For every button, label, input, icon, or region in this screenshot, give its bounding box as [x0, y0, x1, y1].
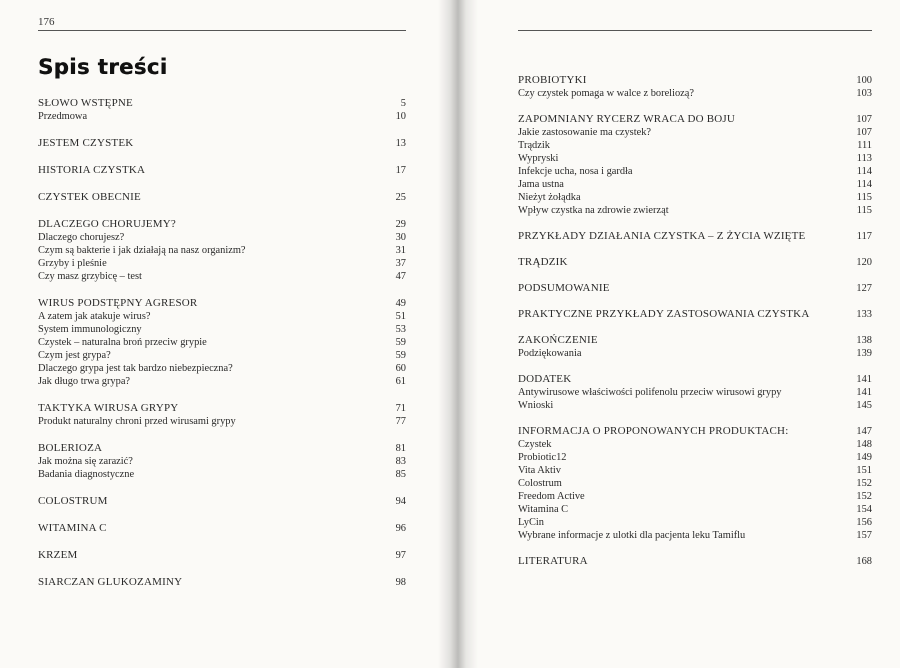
toc-page-number: 145	[856, 400, 872, 411]
toc-page-number: 168	[856, 556, 872, 567]
toc-entry-title: Colostrum	[518, 478, 562, 489]
toc-subentry	[38, 244, 406, 257]
toc-page-number: 152	[856, 491, 872, 502]
toc-subentry	[518, 386, 872, 399]
toc-subentry	[518, 529, 872, 542]
toc-chapter-entry	[518, 373, 872, 386]
toc-page-number: 141	[856, 374, 872, 385]
toc-subentry	[518, 152, 872, 165]
toc-page-number: 47	[395, 271, 406, 282]
toc-section	[38, 164, 406, 177]
toc-subentry	[518, 204, 872, 217]
toc-subentry	[518, 451, 872, 464]
toc-chapter-entry	[38, 137, 406, 150]
toc-section	[38, 218, 406, 283]
toc-chapter-entry	[518, 113, 872, 126]
toc-page-number: 81	[395, 443, 406, 454]
toc-subentry	[38, 349, 406, 362]
toc-entry-title: TRĄDZIK	[518, 256, 568, 268]
toc-entry-title: PRAKTYCZNE PRZYKŁADY ZASTOSOWANIA CZYSTKA	[518, 308, 810, 320]
toc-page-number: 96	[395, 523, 406, 534]
toc-subentry	[518, 165, 872, 178]
toc-entry-title: Czystek	[518, 439, 552, 450]
toc-entry-title: WIRUS PODSTĘPNY AGRESOR	[38, 297, 198, 309]
toc-chapter-entry	[38, 576, 406, 589]
toc-section	[38, 442, 406, 481]
toc-right	[518, 74, 872, 568]
toc-page-number: 114	[856, 179, 872, 190]
toc-page-number: 59	[395, 337, 406, 348]
toc-page-number: 100	[856, 75, 872, 86]
toc-page-number: 98	[395, 577, 406, 588]
toc-page-number: 152	[856, 478, 872, 489]
toc-page-number: 94	[395, 496, 406, 507]
toc-entry-title: Wpływ czystka na zdrowie zwierząt	[518, 205, 669, 216]
toc-chapter-entry	[518, 555, 872, 568]
toc-page-number: 5	[400, 98, 406, 109]
toc-page-number: 49	[395, 298, 406, 309]
toc-subentry	[518, 516, 872, 529]
toc-page-number: 149	[856, 452, 872, 463]
toc-page-number: 114	[856, 166, 872, 177]
toc-entry-title: Podziękowania	[518, 348, 582, 359]
toc-subentry	[38, 231, 406, 244]
toc-entry-title: Czy czystek pomaga w walce z boreliozą?	[518, 88, 694, 99]
toc-entry-title: Produkt naturalny chroni przed wirusami grypy	[38, 416, 236, 427]
toc-subentry	[518, 191, 872, 204]
toc-page-number: 85	[395, 469, 406, 480]
toc-section	[518, 425, 872, 542]
toc-entry-title: Jakie zastosowanie ma czystek?	[518, 127, 652, 138]
toc-entry-title: WITAMINA C	[38, 522, 107, 534]
toc-entry-title: Nieżyt żołądka	[518, 192, 581, 203]
toc-section	[518, 373, 872, 412]
toc-entry-title: SŁOWO WSTĘPNE	[38, 97, 133, 109]
toc-entry-title: Antywirusowe właściwości polifenolu przeciw wirusowi grypy	[518, 387, 782, 398]
toc-page-number: 31	[395, 245, 406, 256]
toc-chapter-entry	[518, 282, 872, 295]
running-head-rule	[518, 14, 872, 31]
toc-entry-title: Vita Aktiv	[518, 465, 561, 476]
toc-entry-title: Przedmowa	[38, 111, 88, 122]
toc-page-number: 107	[856, 114, 872, 125]
toc-page-number: 25	[395, 192, 406, 203]
toc-page-number: 83	[395, 456, 406, 467]
toc-entry-title: Jama ustna	[518, 179, 564, 190]
toc-left	[38, 97, 406, 589]
toc-subentry	[518, 139, 872, 152]
toc-entry-title: ZAPOMNIANY RYCERZ WRACA DO BOJU	[518, 113, 736, 125]
toc-subentry	[518, 477, 872, 490]
toc-entry-title: DLACZEGO CHORUJEMY?	[38, 218, 176, 230]
toc-entry-title: Dlaczego chorujesz?	[38, 232, 125, 243]
toc-entry-title: Freedom Active	[518, 491, 585, 502]
toc-page-number: 30	[395, 232, 406, 243]
toc-page-number: 71	[395, 403, 406, 414]
toc-page-number: 115	[856, 192, 872, 203]
toc-chapter-entry	[518, 230, 872, 243]
toc-page-number: 17	[395, 165, 406, 176]
toc-page-number: 113	[856, 153, 872, 164]
toc-page-number: 107	[856, 127, 872, 138]
toc-entry-title: LITERATURA	[518, 555, 588, 567]
toc-entry-title: BOLERIOZA	[38, 442, 103, 454]
toc-section	[38, 137, 406, 150]
toc-page-number: 115	[856, 205, 872, 216]
toc-page-number: 154	[856, 504, 872, 515]
toc-chapter-entry	[38, 164, 406, 177]
toc-section	[518, 555, 872, 568]
toc-page-number: 53	[395, 324, 406, 335]
toc-section	[518, 282, 872, 295]
toc-subentry	[518, 399, 872, 412]
toc-entry-title: JESTEM CZYSTEK	[38, 137, 134, 149]
toc-chapter-entry	[518, 256, 872, 269]
toc-entry-title: Wnioski	[518, 400, 554, 411]
toc-entry-title: CZYSTEK OBECNIE	[38, 191, 141, 203]
toc-chapter-entry	[38, 549, 406, 562]
toc-subentry	[38, 270, 406, 283]
toc-section	[518, 113, 872, 217]
toc-page-number: 61	[395, 376, 406, 387]
toc-subentry	[518, 490, 872, 503]
toc-section	[518, 230, 872, 243]
toc-page-number: 51	[395, 311, 406, 322]
toc-section	[38, 97, 406, 123]
toc-section	[518, 256, 872, 269]
toc-chapter-entry	[518, 308, 872, 321]
toc-page-number: 138	[856, 335, 872, 346]
toc-subentry	[38, 336, 406, 349]
toc-chapter-entry	[518, 334, 872, 347]
toc-page-number: 156	[856, 517, 872, 528]
toc-entry-title: PRZYKŁADY DZIAŁANIA CZYSTKA – Z ŻYCIA WZIĘTE	[518, 230, 806, 242]
toc-section	[38, 576, 406, 589]
toc-subentry	[38, 310, 406, 323]
toc-chapter-entry	[518, 74, 872, 87]
toc-page-number: 77	[395, 416, 406, 427]
toc-chapter-entry	[38, 495, 406, 508]
toc-entry-title: Infekcje ucha, nosa i gardła	[518, 166, 633, 177]
toc-entry-title: Wybrane informacje z ulotki dla pacjenta leku Tamiflu	[518, 530, 746, 541]
toc-section	[518, 334, 872, 360]
toc-entry-title: Dlaczego grypa jest tak bardzo niebezpieczna?	[38, 363, 233, 374]
toc-page-number: 148	[856, 439, 872, 450]
toc-subentry	[38, 375, 406, 388]
toc-entry-title: COLOSTRUM	[38, 495, 108, 507]
toc-page-number: 111	[857, 140, 872, 151]
toc-entry-title: Czy masz grzybicę – test	[38, 271, 142, 282]
toc-section	[38, 297, 406, 388]
toc-subentry	[38, 415, 406, 428]
toc-chapter-entry	[38, 218, 406, 231]
toc-section	[38, 549, 406, 562]
toc-section	[38, 495, 406, 508]
toc-entry-title: INFORMACJA O PROPONOWANYCH PRODUKTACH:	[518, 425, 789, 437]
toc-entry-title: A zatem jak atakuje wirus?	[38, 311, 151, 322]
toc-subentry	[38, 362, 406, 375]
toc-subentry	[38, 455, 406, 468]
toc-entry-title: Wypryski	[518, 153, 559, 164]
toc-page-number: 59	[395, 350, 406, 361]
toc-entry-title: Czystek – naturalna broń przeciw grypie	[38, 337, 207, 348]
toc-page-number: 97	[395, 550, 406, 561]
toc-page-number: 151	[856, 465, 872, 476]
toc-entry-title: SIARCZAN GLUKOZAMINY	[38, 576, 183, 588]
toc-chapter-entry	[38, 442, 406, 455]
toc-subentry	[518, 503, 872, 516]
toc-page-number: 103	[856, 88, 872, 99]
toc-chapter-entry	[518, 425, 872, 438]
toc-page-number: 117	[856, 231, 872, 242]
toc-entry-title: Czym są bakterie i jak działają na nasz organizm?	[38, 245, 246, 256]
toc-entry-title: Probiotic12	[518, 452, 567, 463]
toc-section	[38, 191, 406, 204]
toc-subentry	[518, 178, 872, 191]
toc-subentry	[38, 257, 406, 270]
toc-subentry	[518, 464, 872, 477]
toc-entry-title: Czym jest grypa?	[38, 350, 111, 361]
toc-subentry	[38, 468, 406, 481]
toc-entry-title: Witamina C	[518, 504, 569, 515]
toc-page-number: 60	[395, 363, 406, 374]
toc-entry-title: Badania diagnostyczne	[38, 469, 135, 480]
toc-page-number: 10	[395, 111, 406, 122]
toc-page-number: 139	[856, 348, 872, 359]
toc-entry-title: KRZEM	[38, 549, 78, 561]
toc-subentry	[518, 438, 872, 451]
toc-subentry	[38, 110, 406, 123]
toc-subentry	[518, 126, 872, 139]
toc-section	[38, 402, 406, 428]
toc-entry-title: TAKTYKA WIRUSA GRYPY	[38, 402, 179, 414]
toc-page-number: 157	[856, 530, 872, 541]
toc-subentry	[38, 323, 406, 336]
toc-entry-title: Trądzik	[518, 140, 550, 151]
page-number: 176	[38, 14, 406, 31]
toc-entry-title: Jak długo trwa grypa?	[38, 376, 131, 387]
toc-entry-title: PROBIOTYKI	[518, 74, 587, 86]
toc-entry-title: DODATEK	[518, 373, 572, 385]
toc-subentry	[518, 87, 872, 100]
toc-entry-title: System immunologiczny	[38, 324, 142, 335]
toc-page-number: 120	[856, 257, 872, 268]
toc-chapter-entry	[38, 402, 406, 415]
toc-chapter-entry	[38, 522, 406, 535]
toc-page-number: 133	[856, 309, 872, 320]
toc-page-number: 147	[856, 426, 872, 437]
toc-entry-title: Jak można się zarazić?	[38, 456, 133, 467]
toc-entry-title: ZAKOŃCZENIE	[518, 334, 598, 346]
toc-page-number: 29	[395, 219, 406, 230]
toc-chapter-entry	[38, 97, 406, 110]
toc-subentry	[518, 347, 872, 360]
right-page	[450, 0, 900, 668]
toc-section	[518, 308, 872, 321]
toc-section	[38, 522, 406, 535]
toc-page-number: 127	[856, 283, 872, 294]
toc-page-number: 13	[395, 138, 406, 149]
toc-chapter-entry	[38, 191, 406, 204]
toc-page-number: 141	[856, 387, 872, 398]
toc-entry-title: PODSUMOWANIE	[518, 282, 610, 294]
toc-entry-title: Grzyby i pleśnie	[38, 258, 107, 269]
toc-entry-title: LyCin	[518, 517, 544, 528]
page-title: Spis treści	[38, 55, 168, 79]
toc-page-number: 37	[395, 258, 406, 269]
toc-entry-title: HISTORIA CZYSTKA	[38, 164, 146, 176]
toc-chapter-entry	[38, 297, 406, 310]
toc-section	[518, 74, 872, 100]
